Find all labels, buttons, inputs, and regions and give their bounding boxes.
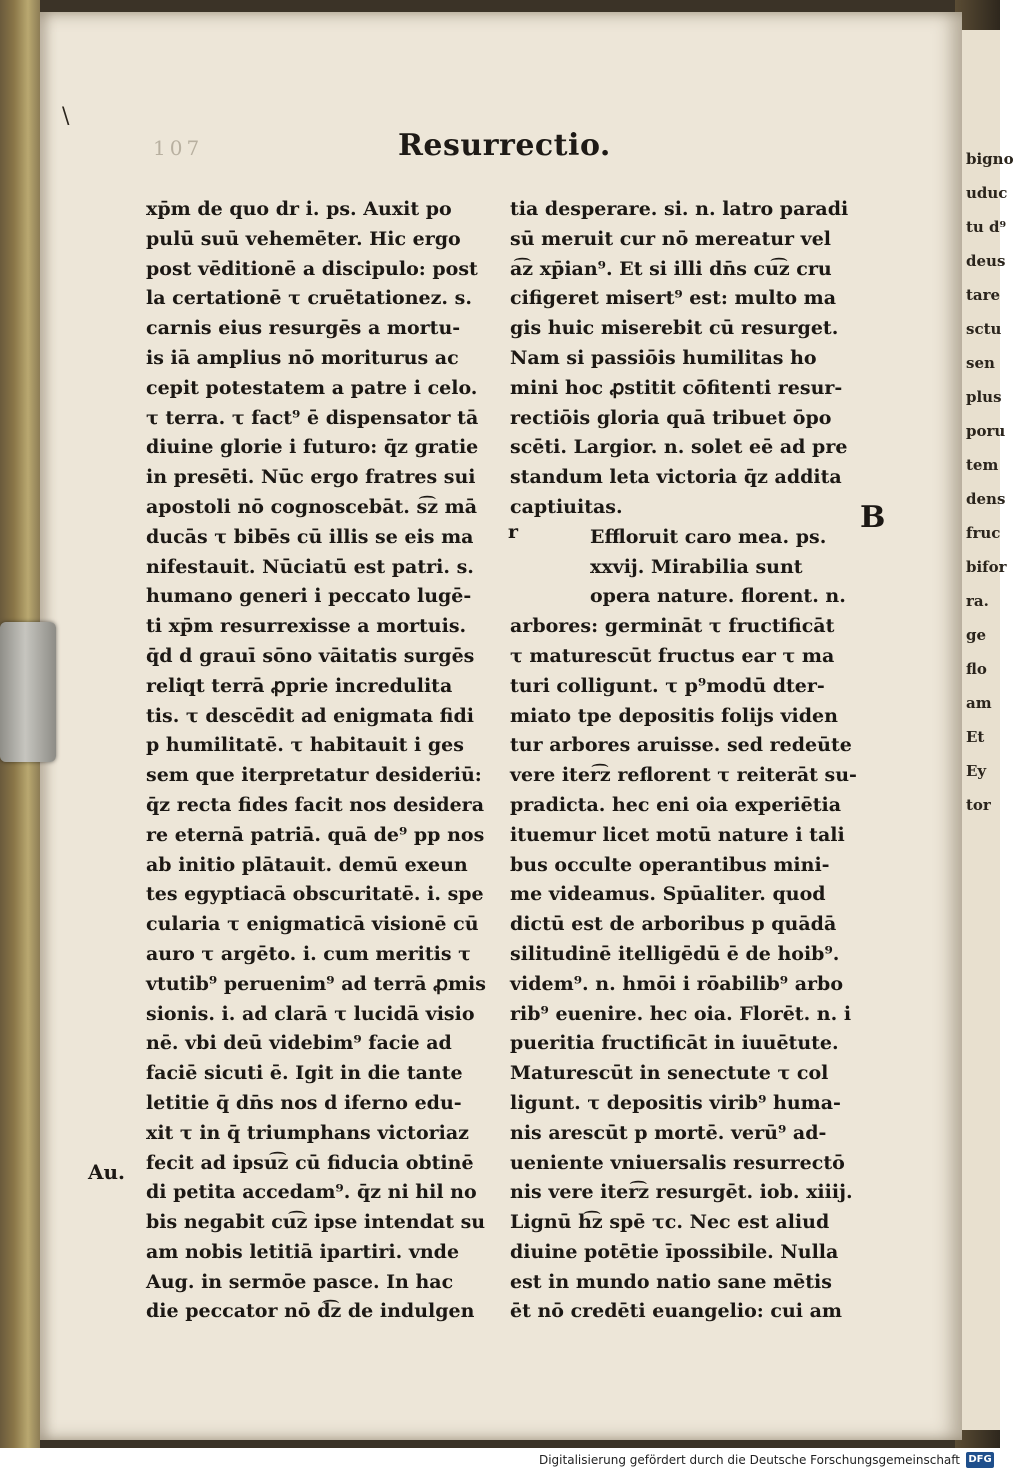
text-line: standum leta victoria q̄z addita (510, 466, 842, 489)
next-page-fragment: Et (966, 728, 985, 746)
text-line: carnis eius resurgēs a mortu- (146, 317, 461, 340)
text-line: nifestauit. Nūciatū est patri. s. (146, 555, 474, 578)
text-line: tis. τ descēdit ad enigmata fidi (146, 704, 474, 727)
text-line: auro τ argēto. i. cum meritis τ (146, 942, 471, 965)
text-line: nis arescūt p mortē. verū⁹ ad- (510, 1121, 827, 1144)
text-line: arbores: germināt τ fructificāt (510, 615, 835, 638)
text-line: ēt nō credēti euangelio: cui am (510, 1300, 842, 1323)
next-page-fragment: sen (966, 354, 995, 372)
text-line: sū meruit cur nō mereatur vel (510, 227, 832, 250)
text-line: diuine potētie īpossibile. Nulla (510, 1240, 839, 1263)
footer-bar (0, 1448, 1000, 1476)
next-page-fragment: Ey (966, 762, 987, 780)
text-line: silitudinē itelligēdū ē de hoib⁹. (510, 942, 840, 965)
next-page-fragment: tor (966, 796, 991, 814)
text-line: tia desperare. si. n. latro paradi (510, 198, 849, 220)
text-line: captiuitas. (510, 495, 623, 518)
text-line: pueritia fructificāt in iuuētute. (510, 1032, 839, 1055)
text-line: me videamus. Spūaliter. quod (510, 883, 826, 906)
metal-clasp (0, 622, 56, 762)
text-line: rib⁹ euenire. hec oia. Florēt. n. i (510, 1002, 852, 1025)
next-page-fragment: deus (966, 252, 1006, 270)
text-line: mini hoc ꝓstitit cōfitenti resur- (510, 376, 843, 399)
text-line: xxvij. Mirabilia sunt (590, 555, 803, 578)
text-line: faciē sicuti ē. Igit in die tante (146, 1062, 463, 1085)
text-line: dictū est de arboribus p quādā (510, 913, 837, 936)
text-line: videm⁹. n. hmōi i rōabilib⁹ arbo (510, 972, 844, 995)
text-line: bis negabit cu͡z ipse intendat su (146, 1211, 486, 1234)
text-line: ligunt. τ depositis virib⁹ huma- (510, 1091, 841, 1114)
next-page-fragment: plus (966, 388, 1002, 406)
text-line: Effloruit caro mea. ps. (590, 525, 827, 548)
text-line: opera nature. florent. n. (590, 585, 846, 608)
margin-note-r: r (508, 521, 519, 543)
text-line: q̄d d grauī sōno vāitatis surgēs (146, 644, 475, 667)
running-head: Resurrectio. (398, 128, 611, 163)
pencil-page-number: 107 (153, 136, 204, 160)
next-page-fragment: tare (966, 286, 1001, 304)
next-page-fragment: bifor (966, 558, 1007, 576)
text-line: p humilitatē. τ habitauit i ges (146, 734, 464, 757)
text-line: is iā amplius nō moriturus ac (146, 346, 459, 369)
text-line: Maturescūt in senectute τ col (510, 1062, 829, 1085)
next-page-fragment: uduc (966, 184, 1008, 202)
text-line: vere iter͡z reflorent τ reiterāt su- (510, 764, 857, 787)
text-line: ueniente vniuersalis resurrectō (510, 1151, 845, 1174)
text-line: fecit ad ipsu͡z cū fiducia obtinē (146, 1151, 474, 1174)
text-line: sem que iterpretatur desideriū: (146, 764, 482, 787)
ink-mark: \ (62, 104, 70, 129)
text-line: re eternā patriā. quā de⁹ pp nos (146, 823, 485, 846)
text-line: scēti. Largior. n. solet eē ad pre (510, 436, 848, 459)
text-line: xit τ in q̄ triumphans victoriaz (146, 1121, 469, 1144)
text-line: la certationē τ cruētationez. s. (146, 287, 472, 310)
text-line: Lignū h͡z spē τc. Nec est aliud (510, 1211, 830, 1234)
next-page-fragment: bigno (966, 150, 1014, 168)
dfg-logo-icon: DFG (966, 1452, 994, 1468)
text-line: tes egyptiacā obscuritatē. i. spe (146, 883, 484, 906)
text-line: vtutib⁹ peruenim⁹ ad terrā ꝓmis (146, 972, 486, 995)
next-page-fragment: am (966, 694, 992, 712)
text-line: apostoli nō cognoscebāt. s͡z mā (146, 495, 478, 518)
text-line: di petita accedam⁹. q̄z ni hil no (146, 1181, 477, 1204)
next-page-fragment: sctu (966, 320, 1002, 338)
text-line: xp̄m de quo dr i. ps. Auxit po (146, 198, 452, 220)
text-line: humano generi i peccato lugē- (146, 585, 472, 608)
left-text-column (146, 195, 486, 1327)
text-line: tur arbores aruisse. sed redeūte (510, 734, 852, 757)
funding-notice: Digitalisierung gefördert durch die Deutsche Forschungsgemeinschaft (538, 1453, 960, 1467)
next-page-fragment: dens (966, 490, 1006, 508)
text-line: nis vere iter͡z resurgēt. iob. xiiij. (510, 1181, 853, 1204)
text-line: ducās τ bibēs cū illis se eis ma (146, 525, 474, 548)
text-line: nē. vbi deū videbim⁹ facie ad (146, 1032, 452, 1055)
right-text-column (510, 195, 857, 1327)
text-line: q̄z recta fides facit nos desidera (146, 793, 485, 816)
text-line: ti xp̄m resurrexisse a mortuis. (146, 615, 467, 638)
text-line: post vēditionē a discipulo: post (146, 257, 478, 280)
text-line: letitie q̄ dn̄s nos d iferno edu- (146, 1091, 462, 1114)
text-line: pradicta. hec eni oia experiētia (510, 793, 842, 816)
text-line: cepit potestatem a patre i celo. (146, 376, 478, 399)
text-line: pulū suū vehemēter. Hic ergo (146, 227, 461, 250)
text-line: sionis. i. ad clarā τ lucidā visio (146, 1002, 475, 1025)
text-line: τ terra. τ fact⁹ ē dispensator tā (146, 406, 479, 429)
text-line: cularia τ enigmaticā visionē cū (146, 913, 479, 936)
text-line: die peccator nō d͡z de indulgen (146, 1300, 475, 1323)
margin-note-au: Au. (88, 1160, 126, 1184)
text-line: reliqt terrā ꝓprie incredulita (146, 674, 453, 697)
text-line: Aug. in sermōe pasce. In hac (146, 1270, 454, 1293)
next-page-fragment: poru (966, 422, 1006, 440)
next-page-fragment: ra. (966, 592, 989, 610)
next-page-fragment: fruc (966, 524, 1001, 542)
text-line: diuine glorie i futuro: q̄z gratie (146, 436, 479, 459)
text-line: am nobis letitiā ipartiri. vnde (146, 1240, 460, 1263)
text-line: τ maturescūt fructus ear τ ma (510, 644, 835, 667)
text-line: Nam si passiōis humilitas ho (510, 346, 817, 369)
text-line: ab initio plātauit. demū exeun (146, 853, 468, 876)
text-line: a͡z xp̄ian⁹. Et si illi dn̄s cu͡z cru (510, 257, 832, 280)
next-page-fragment: tem (966, 456, 999, 474)
text-line: miato tpe depositis folijs viden (510, 704, 838, 727)
next-page-fragment: tu d⁹ (966, 218, 1007, 236)
next-page-edge (960, 30, 1014, 1430)
text-line: ituemur licet motū nature i tali (510, 823, 845, 846)
margin-note-b: B (860, 500, 886, 535)
text-line: gis huic miserebit cū resurget. (510, 317, 839, 340)
text-line: in presēti. Nūc ergo fratres sui (146, 466, 476, 489)
text-line: turi colligunt. τ p⁹modū dter- (510, 674, 825, 697)
text-line: rectiōis gloria quā tribuet ōpo (510, 406, 832, 429)
text-line: est in mundo natio sane mētis (510, 1270, 832, 1293)
text-line: bus occulte operantibus mini- (510, 853, 830, 876)
next-page-fragment: ge (966, 626, 987, 644)
next-page-fragment: flo (966, 660, 987, 678)
text-line: cifigeret misert⁹ est: multo ma (510, 287, 837, 310)
